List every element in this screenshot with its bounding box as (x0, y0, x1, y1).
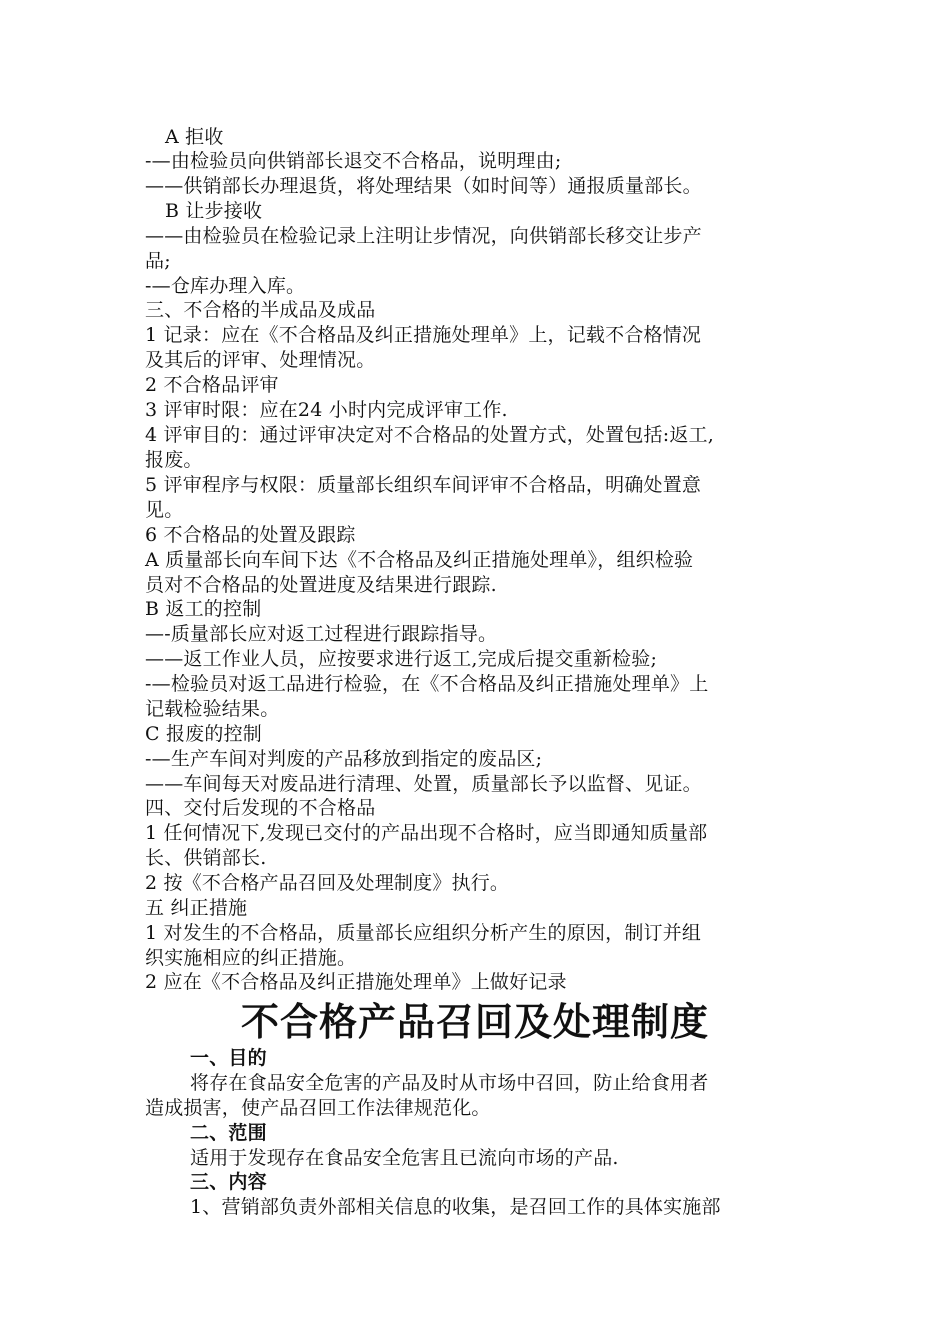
text-line: A 拒收 (165, 126, 224, 148)
section-heading: 三、内容 (190, 1171, 267, 1193)
text-line: 报废。 (145, 449, 203, 471)
text-line: C 报废的控制 (145, 723, 262, 745)
text-line: 3 评审时限：应在24 小时内完成评审工作. (145, 399, 508, 421)
text-line: A 质量部长向车间下达《不合格品及纠正措施处理单》，组织检验 (145, 549, 694, 571)
text-line: 长、供销部长. (145, 847, 267, 869)
section-heading: 一、目的 (190, 1047, 267, 1069)
text-line: 2 按《不合格产品召回及处理制度》执行。 (145, 872, 510, 894)
section-heading: 二、范围 (190, 1122, 267, 1144)
document-title: 不合格产品召回及处理制度 (240, 1000, 709, 1044)
section-heading: 四、交付后发现的不合格品 (145, 797, 376, 819)
text-line: -—由检验员向供销部长退交不合格品，说明理由; (145, 150, 562, 172)
text-line: 2 不合格品评审 (145, 374, 279, 396)
section-heading: 五 纠正措施 (145, 897, 248, 919)
section-heading: 三、不合格的半成品及成品 (145, 299, 376, 321)
text-line: B 返工的控制 (145, 598, 262, 620)
text-line: 记载检验结果。 (145, 698, 280, 720)
text-line: ——返工作业人员，应按要求进行返工,完成后提交重新检验; (145, 648, 658, 670)
text-line: 5 评审程序与权限：质量部长组织车间评审不合格品，明确处置意 (145, 474, 702, 496)
text-line: 造成损害，使产品召回工作法律规范化。 (145, 1097, 491, 1119)
text-line: 4 评审目的：通过评审决定对不合格品的处置方式，处置包括:返工, (145, 424, 714, 446)
text-line: ——供销部长办理退货，将处理结果（如时间等）通报质量部长。 (145, 175, 702, 197)
text-line: 员对不合格品的处置进度及结果进行跟踪. (145, 574, 497, 596)
text-line: 1、营销部负责外部相关信息的收集，是召回工作的具体实施部 (190, 1196, 721, 1218)
text-line: -—仓库办理入库。 (145, 275, 306, 297)
text-line: ——车间每天对废品进行清理、处置，质量部长予以监督、见证。 (145, 773, 702, 795)
text-line: 及其后的评审、处理情况。 (145, 349, 376, 371)
text-line: -—生产车间对判废的产品移放到指定的废品区; (145, 748, 543, 770)
text-line: —-质量部长应对返工过程进行跟踪指导。 (145, 623, 498, 645)
text-line: 1 记录：应在《不合格品及纠正措施处理单》上，记载不合格情况 (145, 324, 702, 346)
text-line: -—检验员对返工品进行检验，在《不合格品及纠正措施处理单》上 (145, 673, 709, 695)
text-line: 2 应在《不合格品及纠正措施处理单》上做好记录 (145, 971, 567, 993)
text-line: ——由检验员在检验记录上注明让步情况，向供销部长移交让步产 (145, 225, 702, 247)
text-line: 1 对发生的不合格品，质量部长应组织分析产生的原因，制订并组 (145, 922, 702, 944)
text-line: 1 任何情况下,发现已交付的产品出现不合格时，应当即通知质量部 (145, 822, 708, 844)
text-line: 6 不合格品的处置及跟踪 (145, 524, 356, 546)
text-line: B 让步接收 (165, 200, 263, 222)
text-line: 将存在食品安全危害的产品及时从市场中召回，防止给食用者 (190, 1072, 709, 1094)
text-line: 织实施相应的纠正措施。 (145, 947, 357, 969)
text-line: 适用于发现存在食品安全危害且已流向市场的产品. (190, 1147, 619, 1169)
text-line: 品; (145, 250, 171, 272)
text-line: 见。 (145, 499, 184, 521)
